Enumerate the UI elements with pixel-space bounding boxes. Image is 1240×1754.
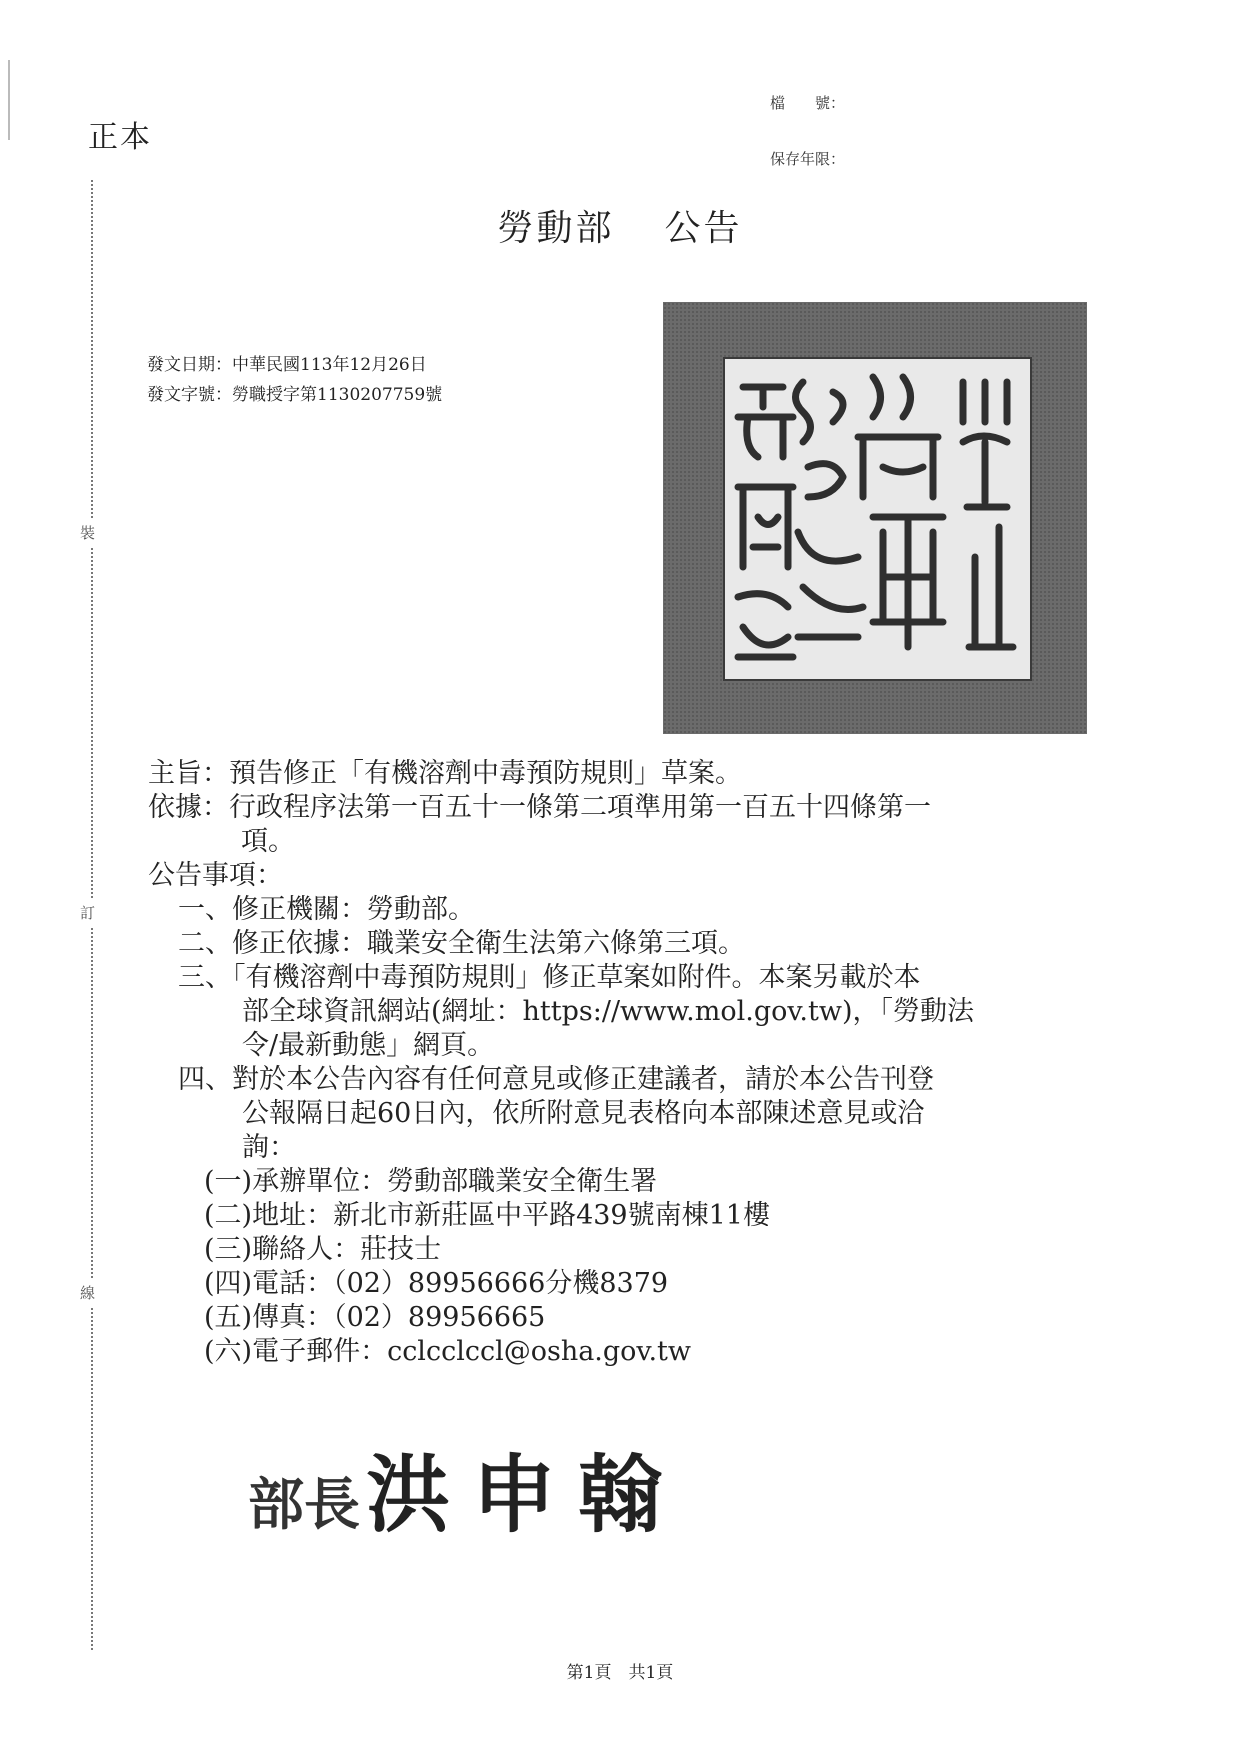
basis-line-1: 依據：行政程序法第一百五十一條第二項準用第一百五十四條第一 — [148, 792, 931, 823]
contact-phone: (四)電話：（02）89956666分機8379 — [204, 1268, 669, 1299]
notice-item-4-line-2: 公報隔日起60日內，依所附意見表格向本部陳述意見或洽 — [242, 1098, 925, 1129]
notice-item-4-line-1: 四、對於本公告內容有任何意見或修正建議者，請於本公告刊登 — [178, 1064, 934, 1095]
issue-date: 發文日期：中華民國113年12月26日 — [147, 355, 427, 375]
copy-mark: 正本 — [88, 120, 152, 155]
minister-signature — [248, 1428, 684, 1549]
document-title — [0, 200, 1240, 251]
notice-heading: 公告事項： — [148, 860, 283, 891]
title-agency: 勞動部 — [497, 208, 615, 249]
binding-mark-bind: 裝 — [80, 518, 95, 547]
binding-mark-staple: 訂 — [80, 898, 95, 927]
contact-fax: (五)傳真：（02）89956665 — [204, 1302, 546, 1333]
title-doc-type: 公告 — [664, 208, 743, 249]
notice-item-3-line-2: 部全球資訊網站(網址：https://www.mol.gov.tw)，「勞動法 — [242, 996, 975, 1027]
official-seal — [663, 302, 1087, 734]
basis-line-2: 項。 — [241, 826, 295, 857]
scan-edge-mark — [8, 60, 10, 140]
contact-unit: (一)承辦單位：勞動部職業安全衛生署 — [204, 1166, 658, 1197]
notice-item-2: 二、修正依據：職業安全衛生法第六條第三項。 — [178, 928, 745, 959]
contact-address: (二)地址：新北市新莊區中平路439號南棟11樓 — [204, 1200, 770, 1231]
contact-person: (三)聯絡人：莊技士 — [204, 1234, 442, 1265]
signature-title: 部長 — [248, 1473, 360, 1538]
retention-period-label: 保存年限： — [770, 150, 846, 168]
page-number: 第1頁 共1頁 — [566, 1663, 674, 1683]
seal-script-glyphs — [723, 357, 1028, 677]
file-number-label: 檔 號： — [770, 94, 846, 112]
notice-item-3-line-1: 三、「有機溶劑中毒預防規則」修正草案如附件。本案另載於本 — [178, 962, 921, 993]
binding-mark-line: 線 — [80, 1278, 95, 1307]
contact-email: (六)電子郵件：cclcclccl@osha.gov.tw — [204, 1336, 692, 1367]
issue-number: 發文字號：勞職授字第1130207759號 — [147, 385, 443, 405]
notice-item-3-line-3: 令/最新動態」網頁。 — [242, 1030, 495, 1061]
signature-name: 洪申翰 — [366, 1445, 685, 1544]
notice-item-4-line-3: 詢： — [242, 1132, 296, 1163]
notice-item-1: 一、修正機關：勞動部。 — [178, 894, 475, 925]
subject-line: 主旨：預告修正「有機溶劑中毒預防規則」草案。 — [148, 758, 742, 789]
